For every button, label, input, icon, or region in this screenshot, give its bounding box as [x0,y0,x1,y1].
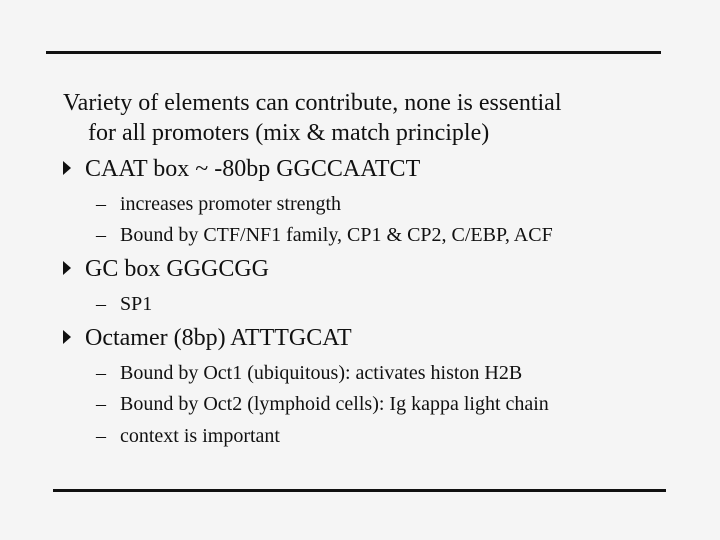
intro-line-1: Variety of elements can contribute, none is essential [63,90,562,116]
sub-item-text: Bound by Oct1 (ubiquitous): activates histon H2B [120,362,523,384]
sub-item [96,360,522,386]
sub-item-text: context is important [120,425,280,447]
sub-item [96,423,280,449]
bullet-caat-box [63,154,420,184]
sub-item-text: SP1 [120,293,153,315]
dash-icon: – [96,393,106,415]
dash-icon: – [96,193,106,215]
triangle-bullet-icon [63,330,71,344]
bullet-label: Octamer (8bp) ATTTGCAT [85,325,352,351]
sub-item [96,391,549,417]
bullet-octamer [63,323,352,353]
dash-icon: – [96,425,106,447]
bullet-label: CAAT box ~ -80bp GGCCAATCT [85,156,421,182]
sub-item [96,291,152,317]
bottom-divider [53,489,666,492]
sub-item-text: increases promoter strength [120,193,342,215]
sub-item-text: Bound by Oct2 (lymphoid cells): Ig kappa light chain [120,393,549,415]
triangle-bullet-icon [63,261,71,275]
triangle-bullet-icon [63,161,71,175]
dash-icon: – [96,362,106,384]
dash-icon: – [96,224,106,246]
bullet-gc-box [63,254,269,284]
bullet-label: GC box GGGCGG [85,256,270,282]
sub-item [96,191,341,217]
sub-item [96,222,553,248]
sub-item-text: Bound by CTF/NF1 family, CP1 & CP2, C/EBP, ACF [120,224,553,246]
intro-line-2: for all promoters (mix & match principle) [88,120,490,146]
dash-icon: – [96,293,106,315]
intro-text [63,88,683,148]
